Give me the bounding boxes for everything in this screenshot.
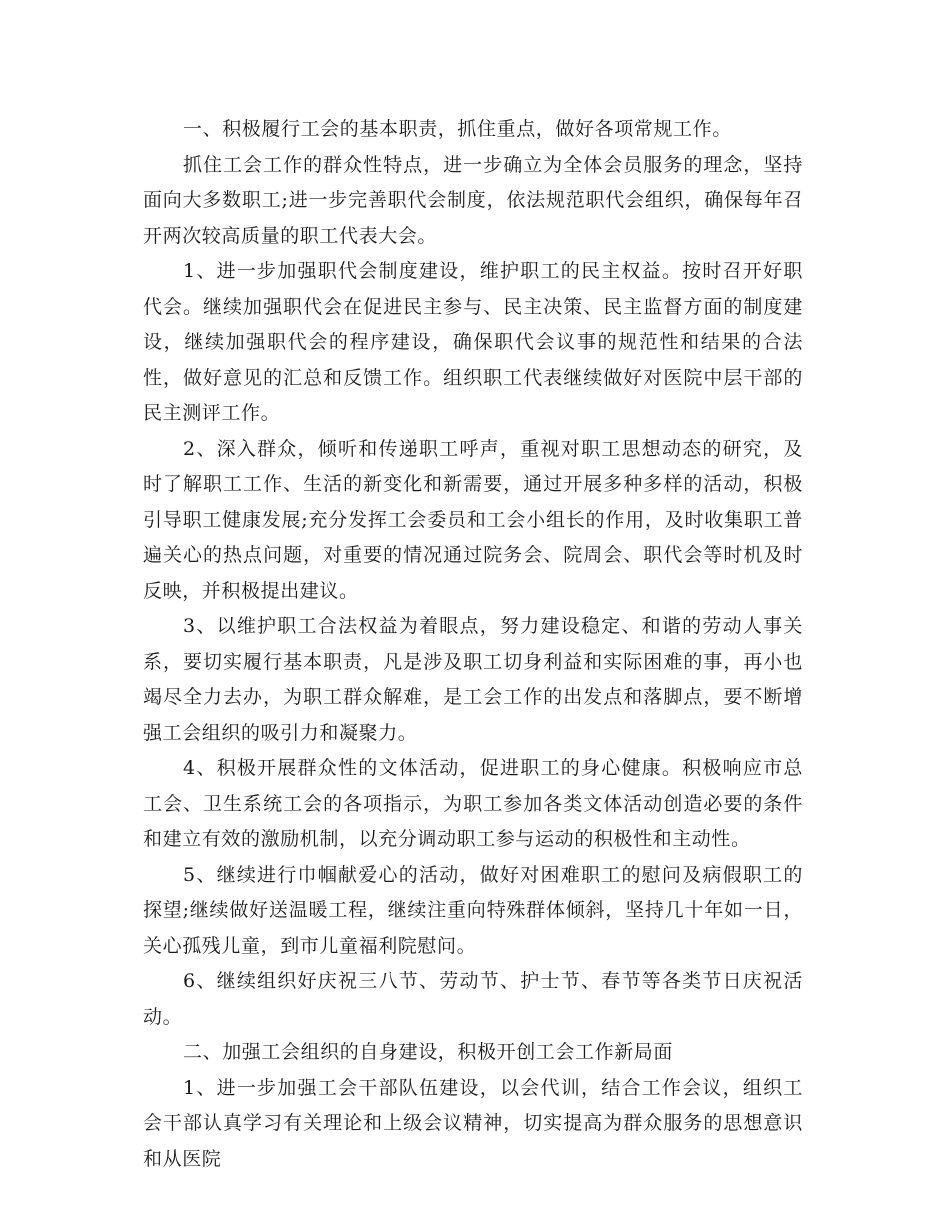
paragraph-section2-item-1: 1、进一步加强工会干部队伍建设，以会代训，结合工作会议，组织工会干部认真学习有关理论和上级会议精神，切实提高为群众服务的思想意识和从医院	[143, 1076, 803, 1170]
paragraph-item-2: 2、深入群众，倾听和传递职工呼声，重视对职工思想动态的研究，及时了解职工工作、生活的新变化和新需要，通过开展多种多样的活动，积极引导职工健康发展;充分发挥工会委员和工会小组长的作用，及时收集职工普遍关心的热点问题，对重要的情况通过院务会、院周会、职代会等时机及时反映，并积极提出建议。	[143, 437, 803, 602]
paragraph-intro: 抓住工会工作的群众性特点，进一步确立为全体会员服务的理念，坚持面向大多数职工;进一步完善职代会制度，依法规范职代会组织，确保每年召开两次较高质量的职工代表大会。	[143, 153, 803, 247]
paragraph-item-4: 4、积极开展群众性的文体活动，促进职工的身心健康。积极响应市总工会、卫生系统工会的各项指示，为职工参加各类文体活动创造必要的条件和建立有效的激励机制，以充分调动职工参与运动的积极性和主动性。	[143, 757, 803, 850]
paragraph-item-1: 1、进一步加强职代会制度建设，维护职工的民主权益。按时召开好职代会。继续加强职代会在促进民主参与、民主决策、民主监督方面的制度建设，继续加强职代会的程序建设，确保职代会议事的规范性和结果的合法性，做好意见的汇总和反馈工作。组织职工代表继续做好对医院中层干部的民主测评工作。	[143, 260, 803, 424]
document-body	[143, 112, 803, 1177]
paragraph-item-3: 3、以维护职工合法权益为着眼点，努力建设稳定、和谐的劳动人事关系，要切实履行基本职责，凡是涉及职工切身利益和实际困难的事，再小也竭尽全力去办，为职工群众解难，是工会工作的出发点和落脚点，要不断增强工会组织的吸引力和凝聚力。	[143, 615, 803, 744]
section-heading-2: 二、加强工会组织的自身建设，积极开创工会工作新局面	[183, 1041, 674, 1063]
paragraph-item-6: 6、继续组织好庆祝三八节、劳动节、护士节、春节等各类节日庆祝活动。	[143, 970, 803, 1028]
section-heading-1: 一、积极履行工会的基本职责，抓住重点，做好各项常规工作。	[183, 118, 732, 140]
paragraph-item-5: 5、继续进行巾帼献爱心的活动，做好对困难职工的慰问及病假职工的探望;继续做好送温暖工程，继续注重向特殊群体倾斜，坚持几十年如一日，关心孤残儿童，到市儿童福利院慰问。	[143, 863, 803, 957]
